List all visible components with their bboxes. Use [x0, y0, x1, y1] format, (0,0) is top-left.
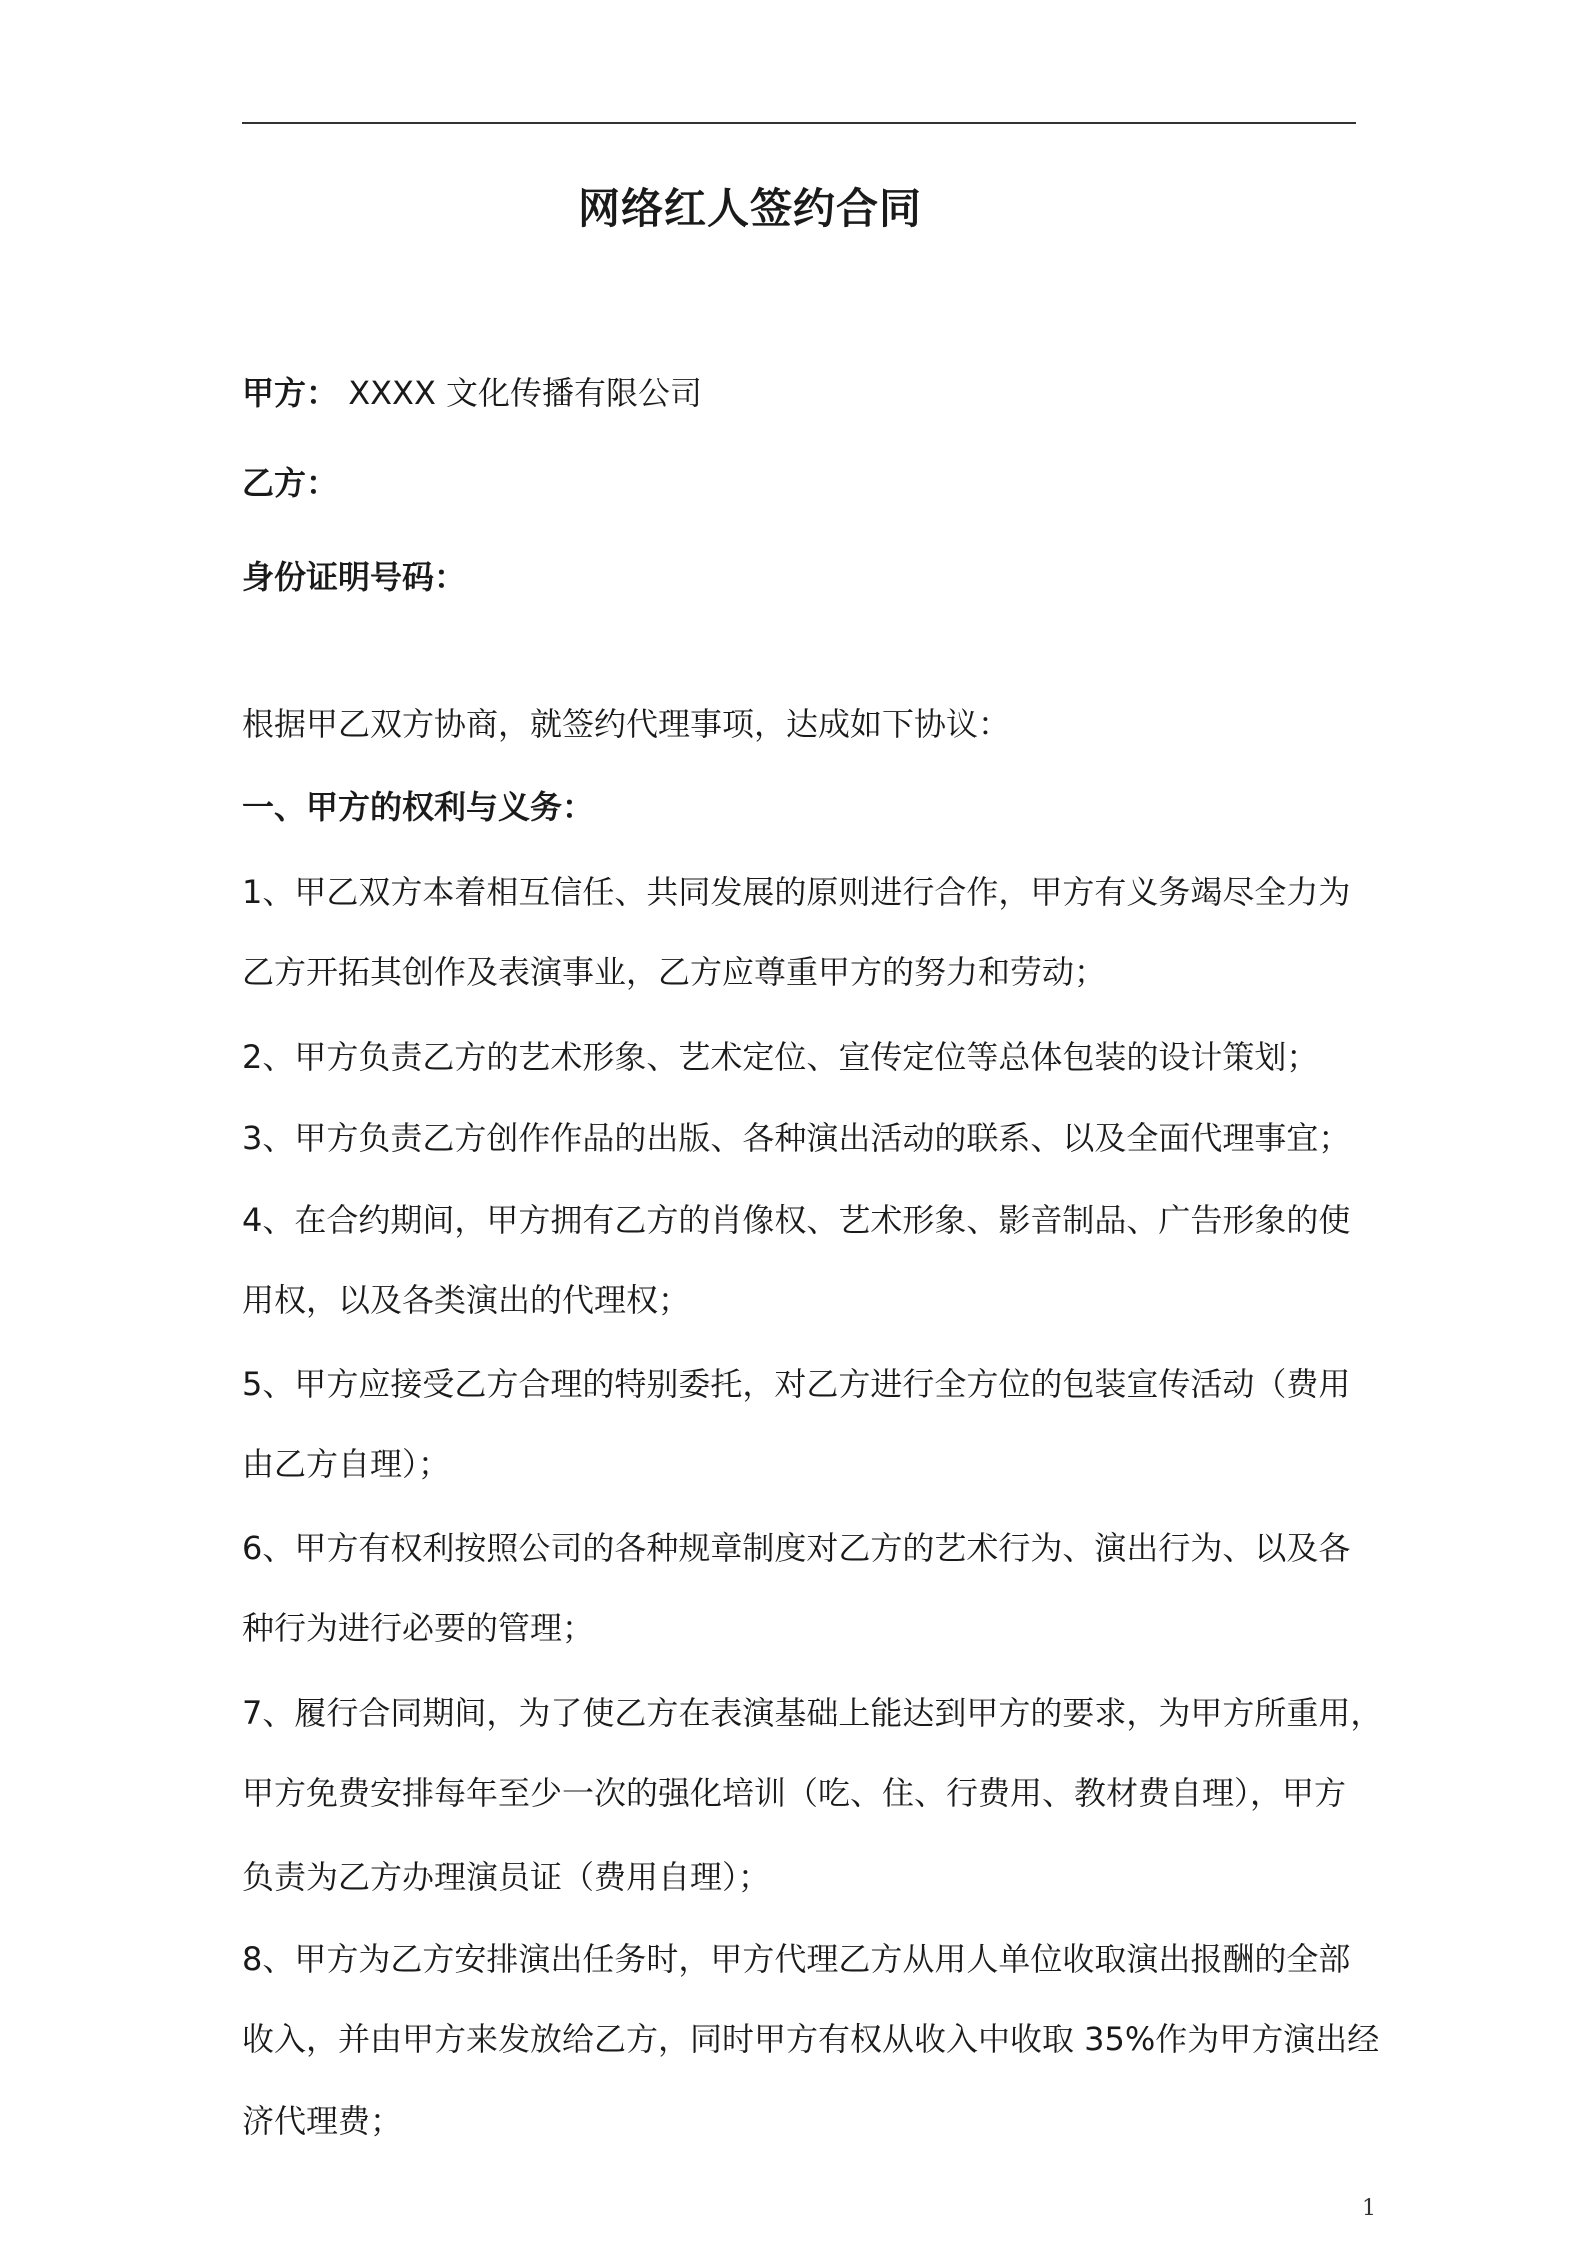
clause-3-line-1: 3、甲方负责乙方创作作品的出版、各种演出活动的联系、以及全面代理事宜； — [242, 1119, 1351, 1157]
id-number-field — [242, 556, 466, 598]
intro-paragraph: 根据甲乙双方协商，就签约代理事项，达成如下协议： — [242, 705, 1011, 743]
clause-1-line-1: 1、甲乙双方本着相互信任、共同发展的原则进行合作，甲方有义务竭尽全力为 — [242, 873, 1351, 911]
header-rule — [242, 122, 1356, 124]
section-1-heading: 一、甲方的权利与义务： — [242, 788, 595, 826]
clause-2-line-1: 2、甲方负责乙方的艺术形象、艺术定位、宣传定位等总体包装的设计策划； — [242, 1038, 1319, 1076]
party-a-label: 甲方： — [242, 374, 339, 412]
clause-8-line-1: 8、甲方为乙方安排演出任务时，甲方代理乙方从用人单位收取演出报酬的全部 — [242, 1940, 1351, 1978]
page-number: 1 — [1362, 2196, 1376, 2221]
clause-5-line-1: 5、甲方应接受乙方合理的特别委托，对乙方进行全方位的包装宣传活动（费用 — [242, 1365, 1351, 1403]
clause-4-line-1: 4、在合约期间，甲方拥有乙方的肖像权、艺术形象、影音制品、广告形象的使 — [242, 1201, 1351, 1239]
clause-5-line-2: 由乙方自理）； — [242, 1445, 451, 1483]
clause-7-line-3: 负责为乙方办理演员证（费用自理）； — [242, 1858, 771, 1896]
clause-1-line-2: 乙方开拓其创作及表演事业，乙方应尊重甲方的努力和劳动； — [242, 953, 1107, 991]
party-b-label: 乙方： — [242, 464, 339, 502]
id-number-label: 身份证明号码： — [242, 558, 467, 596]
clause-6-line-1: 6、甲方有权利按照公司的各种规章制度对乙方的艺术行为、演出行为、以及各 — [242, 1529, 1351, 1567]
document-title: 网络红人签约合同 — [577, 184, 922, 233]
party-a-field — [242, 372, 702, 414]
clause-6-line-2: 种行为进行必要的管理； — [242, 1609, 595, 1647]
clause-4-line-2: 用权，以及各类演出的代理权； — [242, 1281, 691, 1319]
clause-7-line-2: 甲方免费安排每年至少一次的强化培训（吃、住、行费用、教材费自理），甲方 — [242, 1774, 1347, 1812]
clause-7-line-1: 7、履行合同期间，为了使乙方在表演基础上能达到甲方的要求，为甲方所重用， — [242, 1694, 1383, 1732]
clause-8-line-3: 济代理费； — [242, 2102, 403, 2140]
party-a-value: XXXX 文化传播有限公司 — [348, 374, 703, 412]
party-b-field — [242, 462, 338, 504]
clause-8-line-2: 收入，并由甲方来发放给乙方，同时甲方有权从收入中收取 35%作为甲方演出经 — [242, 2020, 1380, 2058]
